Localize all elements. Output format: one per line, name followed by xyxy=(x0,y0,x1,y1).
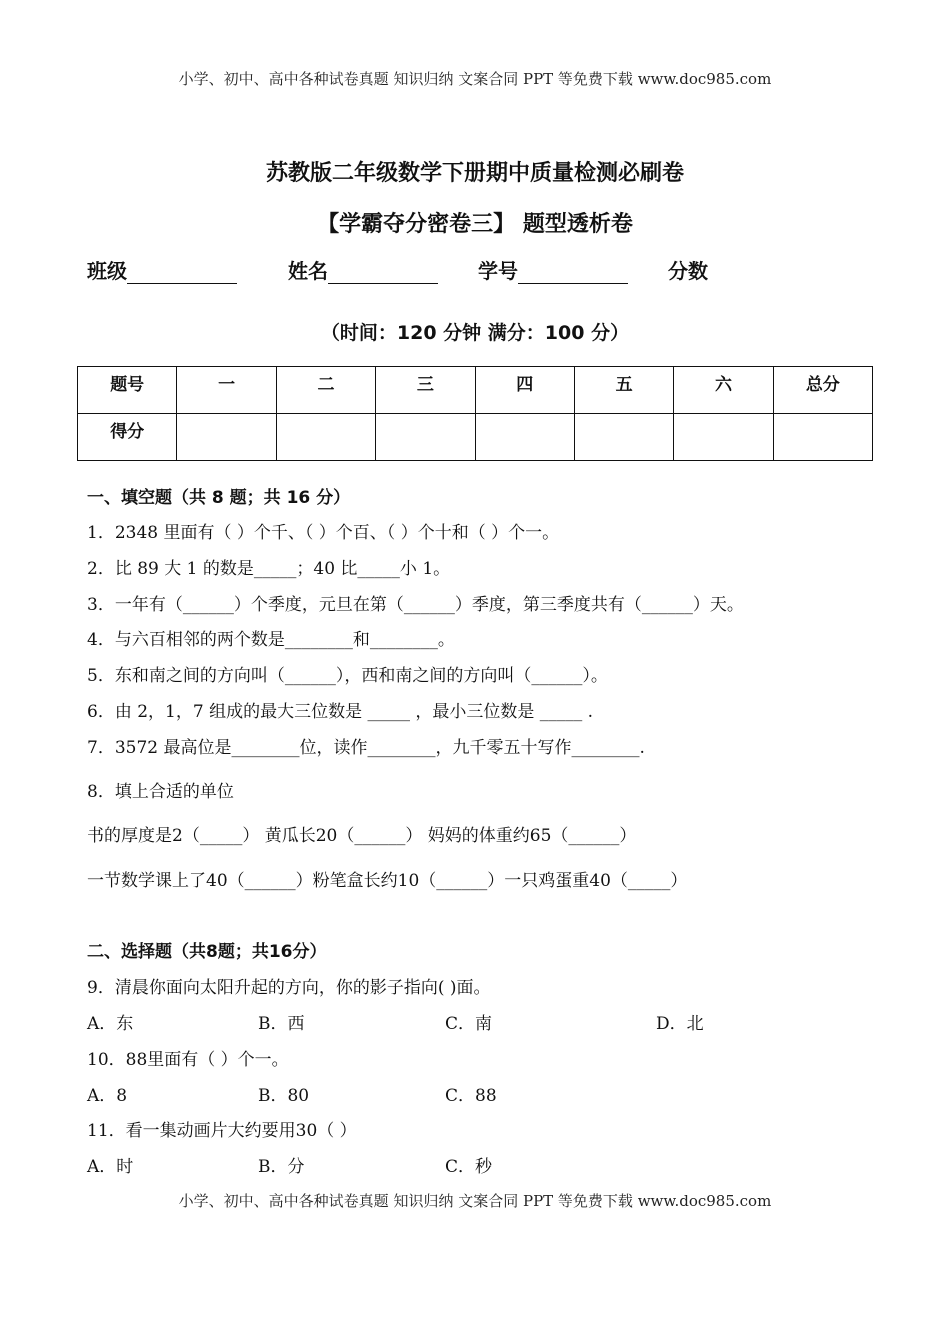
q10-option-c[interactable]: C．88 xyxy=(445,1086,497,1106)
id-label: 学号 xyxy=(478,259,518,283)
question-10: 10．88里面有（ ）个一。 xyxy=(87,1050,289,1070)
score-header-cell: 四 xyxy=(475,367,574,414)
score-header-cell: 总分 xyxy=(773,367,872,414)
question-11: 11．看一集动画片大约要用30（ ） xyxy=(87,1121,357,1141)
question-7: 7．3572 最高位是________位，读作________，九千零五十写作________. xyxy=(87,738,645,758)
name-label: 姓名 xyxy=(288,259,328,283)
q11-option-a[interactable]: A．时 xyxy=(87,1157,134,1177)
q9-option-a[interactable]: A．东 xyxy=(87,1014,134,1034)
score-cell[interactable] xyxy=(376,414,475,461)
q9-option-c[interactable]: C．南 xyxy=(445,1014,493,1034)
section2-title: 二、选择题（共8题；共16分） xyxy=(87,942,327,962)
score-table-row xyxy=(78,414,873,461)
q11-option-b[interactable]: B．分 xyxy=(258,1157,305,1177)
question-1: 1．2348 里面有（ ）个千、（ ）个百、（ ）个十和（ ）个一。 xyxy=(87,523,560,543)
question-8: 8．填上合适的单位 xyxy=(87,782,234,802)
score-header-cell: 三 xyxy=(376,367,475,414)
score-table-header-row xyxy=(78,367,873,414)
name-blank xyxy=(328,263,438,284)
q9-option-d[interactable]: D．北 xyxy=(656,1014,704,1034)
score-cell[interactable] xyxy=(475,414,574,461)
score-cell[interactable] xyxy=(574,414,673,461)
page-footer: 小学、初中、高中各种试卷真题 知识归纳 文案合同 PPT 等免费下载 www.doc985.com xyxy=(178,1192,772,1210)
name-field xyxy=(288,255,438,284)
q9-option-b[interactable]: B．西 xyxy=(258,1014,305,1034)
exam-subtitle: 【学霸夺分密卷三】 题型透析卷 xyxy=(317,212,633,237)
q10-option-b[interactable]: B．80 xyxy=(258,1086,310,1106)
question-3: 3．一年有（______）个季度，元旦在第（______）季度，第三季度共有（______）天。 xyxy=(87,595,744,615)
class-field xyxy=(87,255,237,284)
id-blank xyxy=(518,263,628,284)
question-2: 2．比 89 大 1 的数是_____；40 比_____小 1。 xyxy=(87,559,451,579)
score-header-cell: 题号 xyxy=(78,367,177,414)
score-field xyxy=(668,255,708,284)
question-9: 9．清晨你面向太阳升起的方向，你的影子指向( )面。 xyxy=(87,978,491,998)
score-cell[interactable] xyxy=(276,414,375,461)
score-header-cell: 二 xyxy=(276,367,375,414)
exam-title: 苏教版二年级数学下册期中质量检测必刷卷 xyxy=(265,161,684,186)
id-field xyxy=(478,255,628,284)
score-cell[interactable] xyxy=(773,414,872,461)
question-5: 5．东和南之间的方向叫（______），西和南之间的方向叫（______）。 xyxy=(87,666,608,686)
section1-title: 一、填空题（共 8 题；共 16 分） xyxy=(87,488,351,508)
question-4: 4．与六百相邻的两个数是________和________。 xyxy=(87,630,455,650)
score-cell[interactable] xyxy=(177,414,276,461)
q11-option-c[interactable]: C．秒 xyxy=(445,1157,493,1177)
score-cell[interactable] xyxy=(674,414,773,461)
question-6: 6．由 2，1，7 组成的最大三位数是 _____ ，最小三位数是 _____ . xyxy=(87,702,594,722)
score-header-cell: 五 xyxy=(574,367,673,414)
q10-option-a[interactable]: A．8 xyxy=(87,1086,128,1106)
score-label: 分数 xyxy=(668,259,708,283)
question-8-line-2: 一节数学课上了40（______）粉笔盒长约10（______）一只鸡蛋重40（_____） xyxy=(87,871,688,891)
score-row-label: 得分 xyxy=(78,414,177,461)
question-8-line-1: 书的厚度是2（_____） 黄瓜长20（______） 妈妈的体重约65（______） xyxy=(87,826,637,846)
page-header: 小学、初中、高中各种试卷真题 知识归纳 文案合同 PPT 等免费下载 www.doc985.com xyxy=(178,70,772,88)
score-header-cell: 一 xyxy=(177,367,276,414)
time-and-score: （时间：120 分钟 满分：100 分） xyxy=(320,322,630,344)
score-header-cell: 六 xyxy=(674,367,773,414)
score-table xyxy=(77,366,873,461)
class-label: 班级 xyxy=(87,259,127,283)
class-blank xyxy=(127,263,237,284)
